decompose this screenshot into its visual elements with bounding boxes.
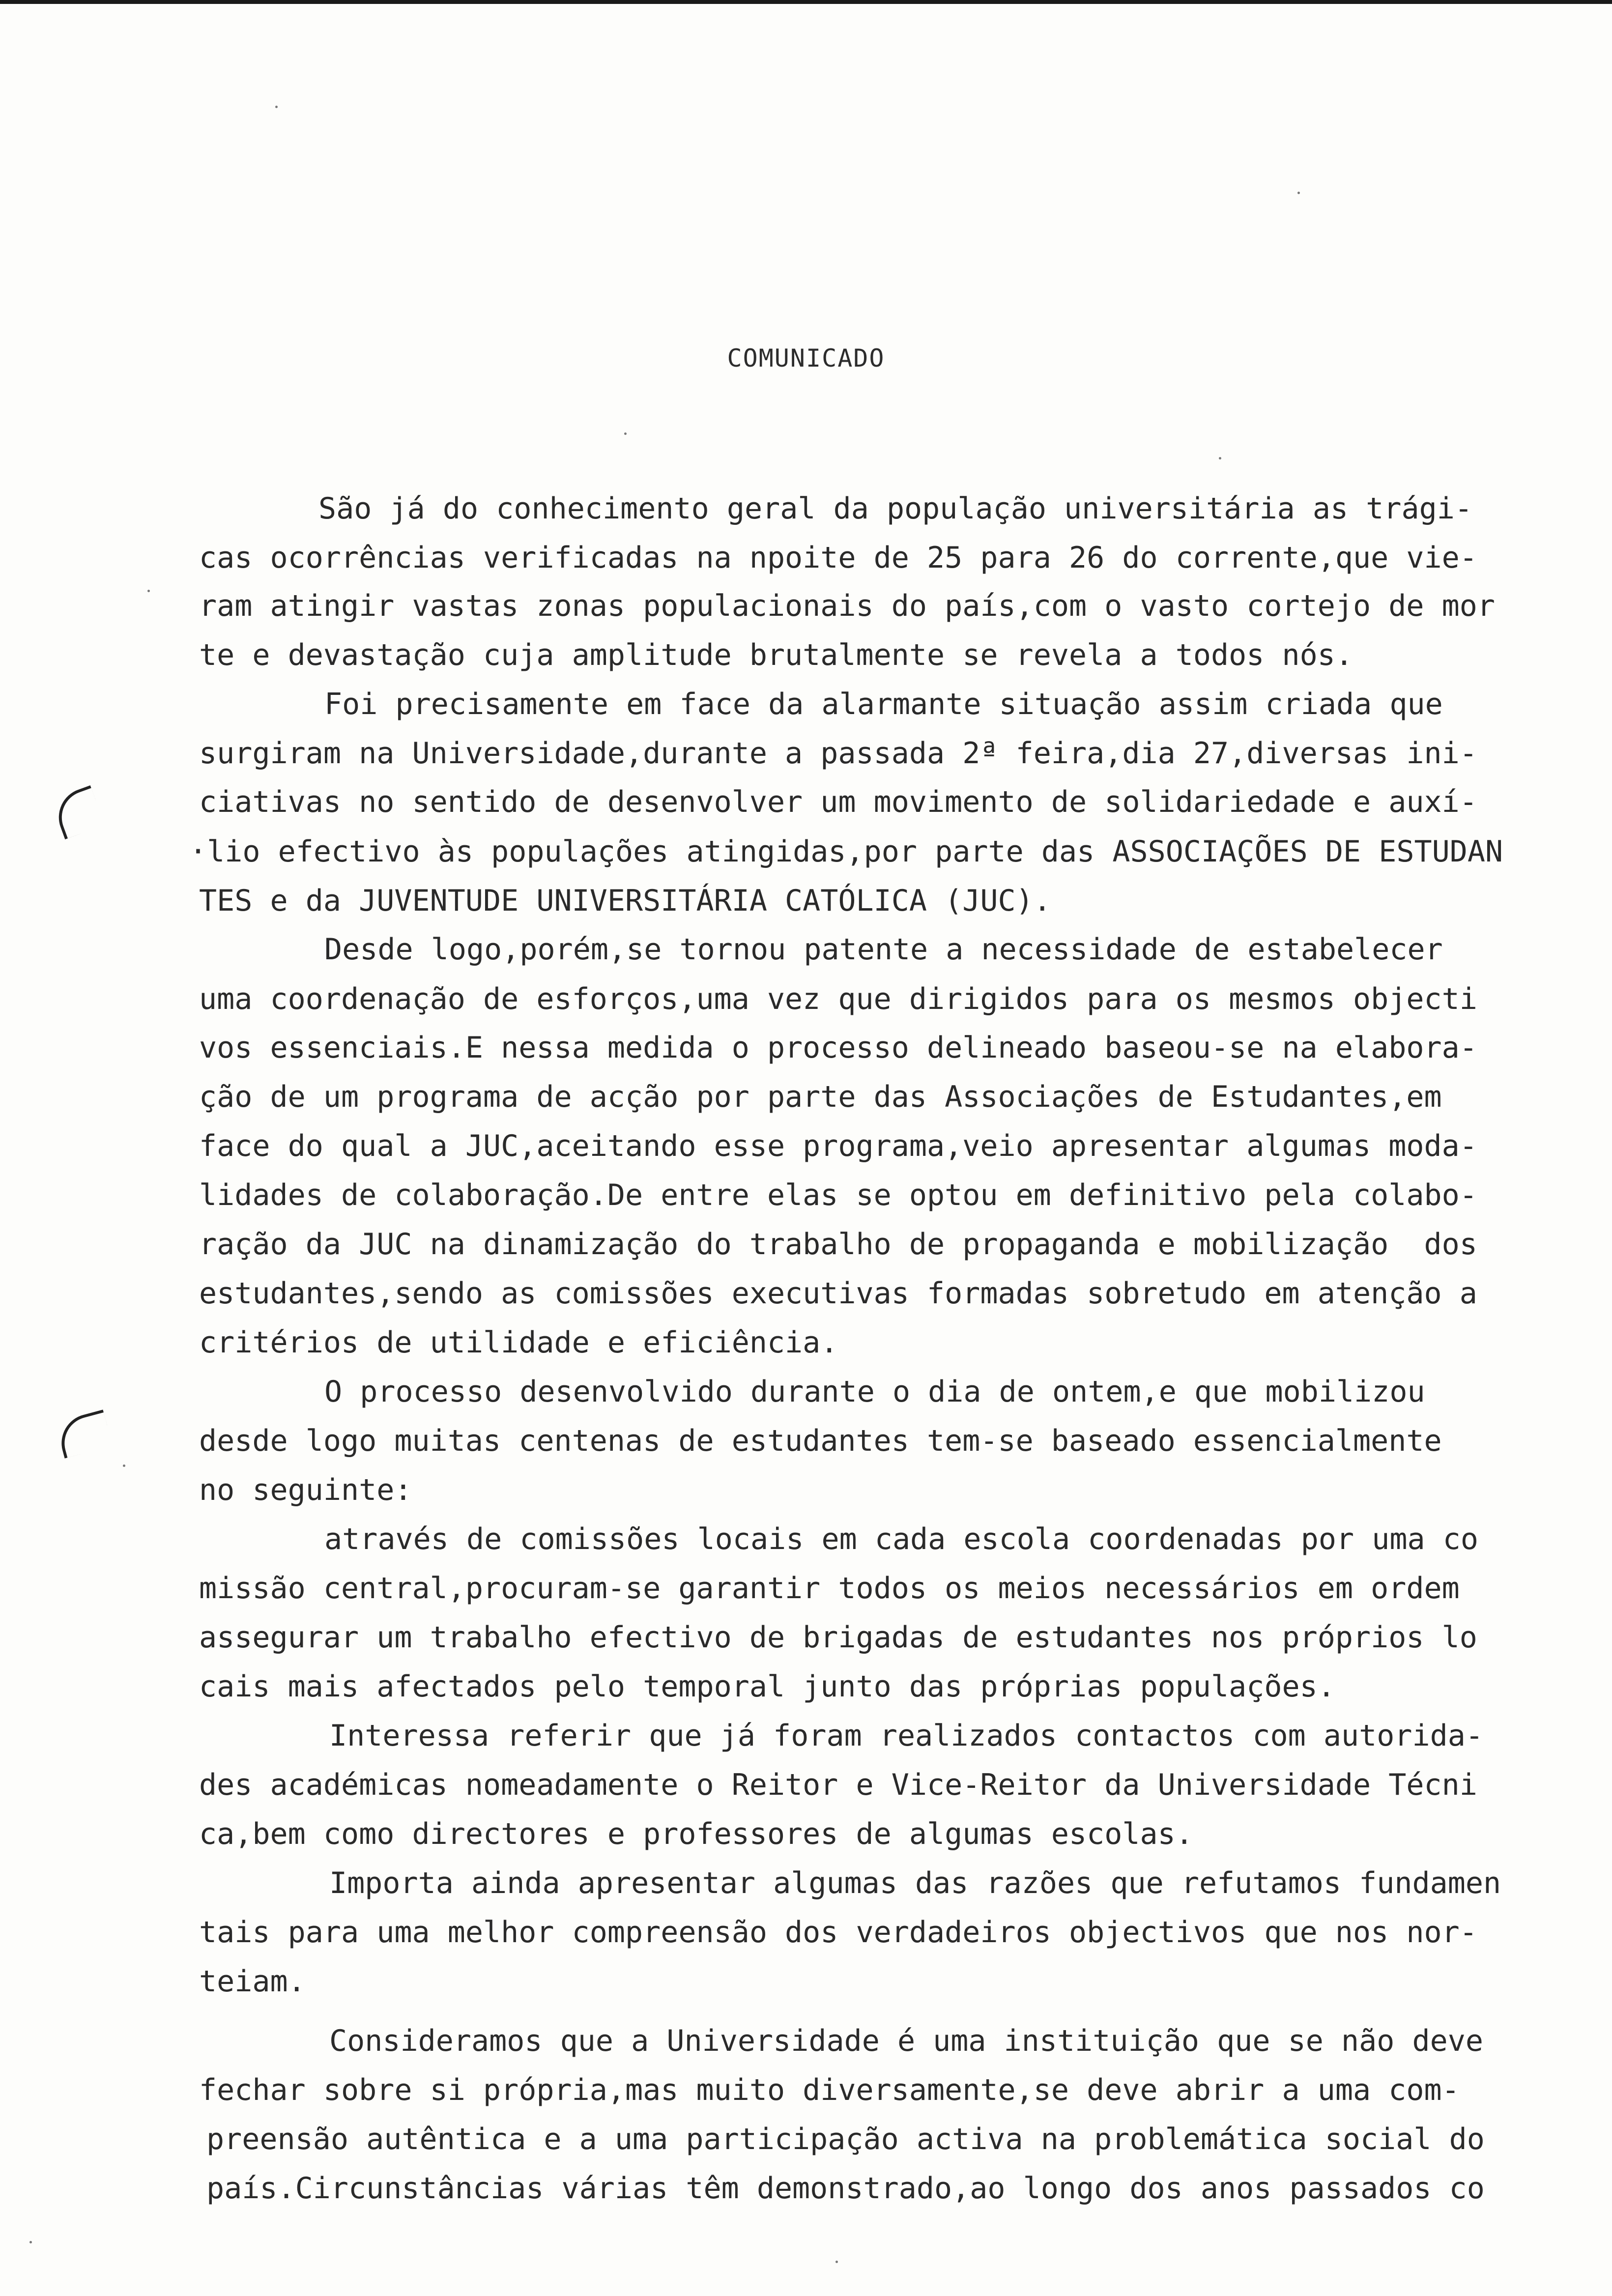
- text-line: critérios de utilidade e eficiência.: [199, 1325, 838, 1360]
- text-line: Desde logo,porém,se tornou patente a necessidade de estabelecer: [324, 932, 1443, 967]
- text-line: ção de um programa de acção por parte das Associações de Estudantes,em: [199, 1080, 1442, 1114]
- text-line: Interessa referir que já foram realizados contactos com autorida-: [329, 1719, 1483, 1753]
- scan-speck: [147, 590, 150, 592]
- scan-speck: [123, 1464, 125, 1467]
- text-line: face do qual a JUC,aceitando esse programa,veio apresentar algumas moda-: [199, 1129, 1477, 1163]
- text-line: país.Circunstâncias várias têm demonstrado,ao longo dos anos passados co: [206, 2171, 1485, 2206]
- text-line: estudantes,sendo as comissões executivas formadas sobretudo em atenção a: [199, 1276, 1477, 1311]
- text-line: ração da JUC na dinamização do trabalho de propaganda e mobilização dos: [199, 1227, 1477, 1262]
- text-line: no seguinte:: [199, 1473, 412, 1507]
- text-line: desde logo muitas centenas de estudantes tem-se baseado essencialmente: [199, 1424, 1442, 1458]
- margin-mark: [55, 1409, 113, 1459]
- document-title: COMUNICADO: [727, 344, 885, 373]
- text-line: uma coordenação de esforços,uma vez que dirigidos para os mesmos objecti: [199, 982, 1477, 1016]
- text-line: Foi precisamente em face da alarmante situação assim criada que: [324, 687, 1443, 721]
- scan-speck: [1297, 192, 1300, 194]
- text-line: ca,bem como directores e professores de algumas escolas.: [199, 1817, 1193, 1851]
- text-line: TES e da JUVENTUDE UNIVERSITÁRIA CATÓLICA (JUC).: [199, 884, 1051, 918]
- top-edge-rule: [0, 0, 1612, 4]
- text-line: fechar sobre si própria,mas muito diversamente,se deve abrir a uma com-: [199, 2073, 1460, 2107]
- text-line: ·lio efectivo às populações atingidas,por parte das ASSOCIAÇÕES DE ESTUDAN: [189, 834, 1503, 869]
- scan-speck: [275, 106, 278, 108]
- scan-speck: [1219, 457, 1221, 459]
- text-line: preensão autêntica e a uma participação activa na problemática social do: [206, 2122, 1485, 2156]
- text-line: des académicas nomeadamente o Reitor e Vice-Reitor da Universidade Técni: [199, 1768, 1477, 1802]
- text-line: O processo desenvolvido durante o dia de ontem,e que mobilizou: [324, 1375, 1425, 1409]
- text-line: vos essenciais.E nessa medida o processo delineado baseou-se na elabora-: [199, 1031, 1477, 1065]
- text-line: assegurar um trabalho efectivo de brigadas de estudantes nos próprios lo: [199, 1620, 1477, 1655]
- text-line: tais para uma melhor compreensão dos verdadeiros objectivos que nos nor-: [199, 1915, 1477, 1950]
- text-line: lidades de colaboração.De entre elas se optou em definitivo pela colabo-: [199, 1178, 1477, 1212]
- scan-speck: [29, 2241, 32, 2243]
- text-line: missão central,procuram-se garantir todos os meios necessários em ordem: [199, 1571, 1460, 1606]
- text-line: ram atingir vastas zonas populacionais do país,com o vasto cortejo de mor: [199, 589, 1495, 623]
- text-line: Consideramos que a Universidade é uma instituição que se não deve: [329, 2024, 1483, 2058]
- scan-speck: [624, 432, 627, 435]
- text-line: através de comissões locais em cada escola coordenadas por uma co: [324, 1522, 1478, 1556]
- text-line: cas ocorrências verificadas na npoite de 25 para 26 do corrente,que vie-: [199, 541, 1477, 575]
- text-line: teiam.: [199, 1964, 306, 1999]
- text-line: cais mais afectados pelo temporal junto das próprias populações.: [199, 1669, 1335, 1704]
- margin-mark: [51, 785, 105, 839]
- text-line: te e devastação cuja amplitude brutalmente se revela a todos nós.: [199, 638, 1353, 672]
- text-line: Importa ainda apresentar algumas das razões que refutamos fundamen: [329, 1866, 1501, 1900]
- text-line: surgiram na Universidade,durante a passada 2ª feira,dia 27,diversas ini-: [199, 736, 1477, 771]
- scan-speck: [835, 2261, 838, 2263]
- text-line: ciativas no sentido de desenvolver um movimento de solidariedade e auxí-: [199, 785, 1477, 819]
- text-line: São já do conhecimento geral da população universitária as trági-: [318, 491, 1472, 526]
